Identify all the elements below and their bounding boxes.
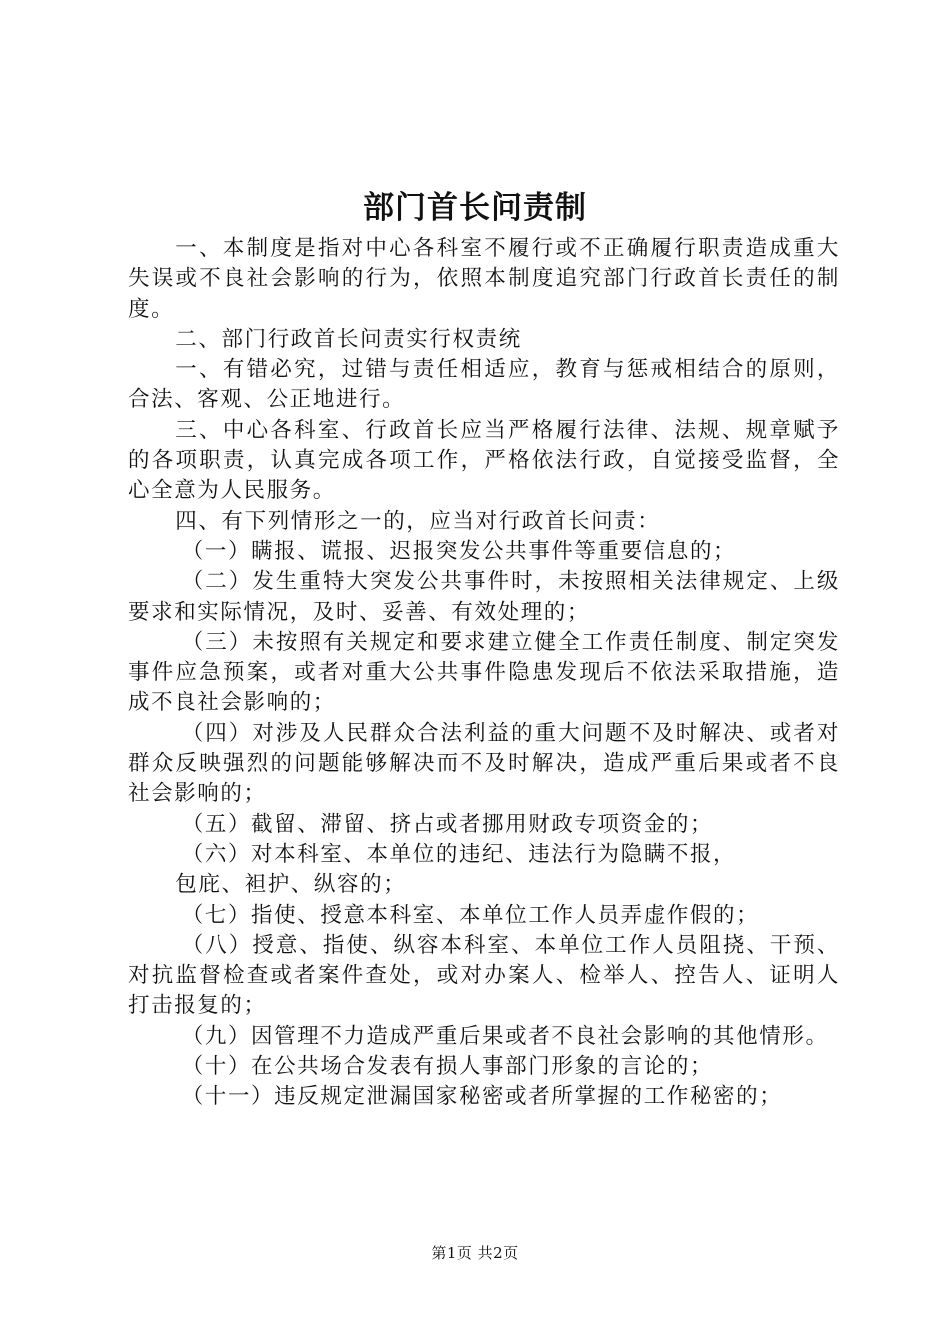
document-body xyxy=(128,234,840,1113)
list-item-continuation: 包庇、袒护、纵容的； xyxy=(175,872,407,898)
list-item: （五）截留、滞留、挤占或者挪用财政专项资金的； xyxy=(181,811,714,837)
list-item: （四）对涉及人民群众合法利益的重大问题不及时解决、或者对群众反映强烈的问题能够解决而不及时解决，造成严重后果或者不良社会影响的； xyxy=(128,720,840,807)
paragraph: 一、本制度是指对中心各科室不履行或不正确履行职责造成重大失误或不良社会影响的行为，依照本制度追究部门行政首长责任的制度。 xyxy=(128,236,840,322)
list-item: （八）授意、指使、纵容本科室、本单位工作人员阻挠、干预、对抗监督检查或者案件查处，或对办案人、检举人、控告人、证明人打击报复的； xyxy=(128,932,840,1019)
list-item: （九）因管理不力造成严重后果或者不良社会影响的其他情形。 xyxy=(181,1023,829,1049)
list-item: （一）瞒报、谎报、迟报突发公共事件等重要信息的； xyxy=(181,538,737,564)
list-item: （二）发生重特大突发公共事件时，未按照相关法律规定、上级要求和实际情况，及时、妥善、有效处理的； xyxy=(128,569,840,625)
paragraph: 四、有下列情形之一的，应当对行政首长问责： xyxy=(175,508,661,534)
page-number-footer: 第1页 共2页 xyxy=(431,1244,519,1262)
list-item: （七）指使、授意本科室、本单位工作人员弄虚作假的； xyxy=(181,902,760,928)
paragraph: 一、有错必究，过错与责任相适应，教育与惩戒相结合的原则，合法、客观、公正地进行。 xyxy=(128,357,840,413)
list-item: （十一）违反规定泄漏国家秘密或者所掌握的工作秘密的； xyxy=(181,1084,783,1110)
list-item: （十）在公共场合发表有损人事部门形象的言论的； xyxy=(181,1054,714,1080)
document-title: 部门首长问责制 xyxy=(363,190,587,226)
paragraph: 三、中心各科室、行政首长应当严格履行法律、法规、规章赋予的各项职责，认真完成各项工作，严格依法行政，自觉接受监督，全心全意为人民服务。 xyxy=(128,417,840,504)
list-item: （三）未按照有关规定和要求建立健全工作责任制度、制定突发事件应急预案，或者对重大公共事件隐患发现后不依法采取措施，造成不良社会影响的； xyxy=(128,629,840,716)
paragraph: 二、部门行政首长问责实行权责统 xyxy=(175,326,522,352)
list-item: （六）对本科室、本单位的违纪、违法行为隐瞒不报， xyxy=(181,841,737,867)
